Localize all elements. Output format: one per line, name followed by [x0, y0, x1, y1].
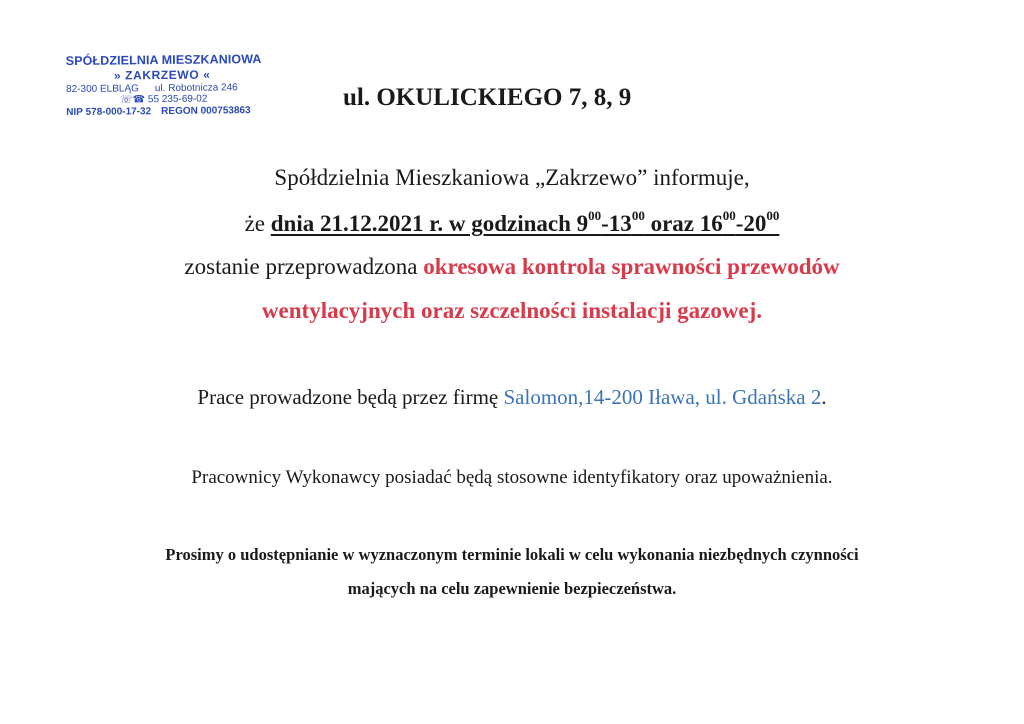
company-line [0, 385, 1024, 410]
company-name: Salomon,14-200 Iława, ul. Gdańska 2 [503, 385, 822, 409]
hour-sup-4: 00 [766, 208, 780, 223]
stamp-ids [66, 105, 266, 118]
date-line [0, 208, 1024, 237]
stamp-nip: NIP 578-000-17-32 [66, 106, 152, 119]
control-line [0, 254, 1024, 280]
date-text: dnia 21.12.2021 r. w godzinach 9 [270, 211, 589, 236]
street-address: ul. OKULICKIEGO 7, 8, 9 [343, 84, 632, 111]
stamp-phone: ☏☎ 55 235-69-02 [120, 93, 208, 106]
stamp-street: ul. Robotnicza 246 [154, 82, 238, 95]
hour-sup-3: 00 [722, 208, 736, 223]
hour-text-3: -20 [735, 211, 767, 236]
hour-text-1: -13 [601, 211, 632, 236]
workers-line: Pracownicy Wykonawcy posiadać będą stosowne identyfikatory oraz upoważnienia. [191, 467, 833, 488]
company-suffix: . [821, 385, 827, 409]
hour-sup-1: 00 [588, 208, 602, 223]
date-and-hours [270, 208, 780, 236]
date-prefix: że [244, 211, 271, 236]
company-prefix: Prace prowadzone będą przez firmę [197, 385, 504, 409]
cooperative-stamp [66, 52, 267, 118]
stamp-brand: » ZAKRZEWO « [113, 67, 211, 83]
stamp-postal: 82-300 ELBLĄG [65, 83, 139, 96]
control-prefix: zostanie przeprowadzona [184, 254, 424, 279]
hour-text-2: oraz 16 [644, 211, 723, 236]
hour-sup-2: 00 [631, 208, 645, 223]
request-line-2: mających na celu zapewnienie bezpieczeństwa. [347, 579, 677, 598]
stamp-name: SPÓŁDZIELNIA MIESZKANIOWA [65, 51, 262, 69]
request-line-1: Prosimy o udostępnianie w wyznaczonym terminie lokali w celu wykonania niezbędnych czynności [165, 545, 859, 564]
control-line-2: wentylacyjnych oraz szczelności instalacji gazowej. [261, 298, 763, 323]
intro-line: Spółdzielnia Mieszkaniowa „Zakrzewo” informuje, [274, 165, 750, 190]
stamp-regon: REGON 000753863 [161, 105, 251, 118]
control-highlight: okresowa kontrola sprawności przewodów [423, 254, 840, 279]
